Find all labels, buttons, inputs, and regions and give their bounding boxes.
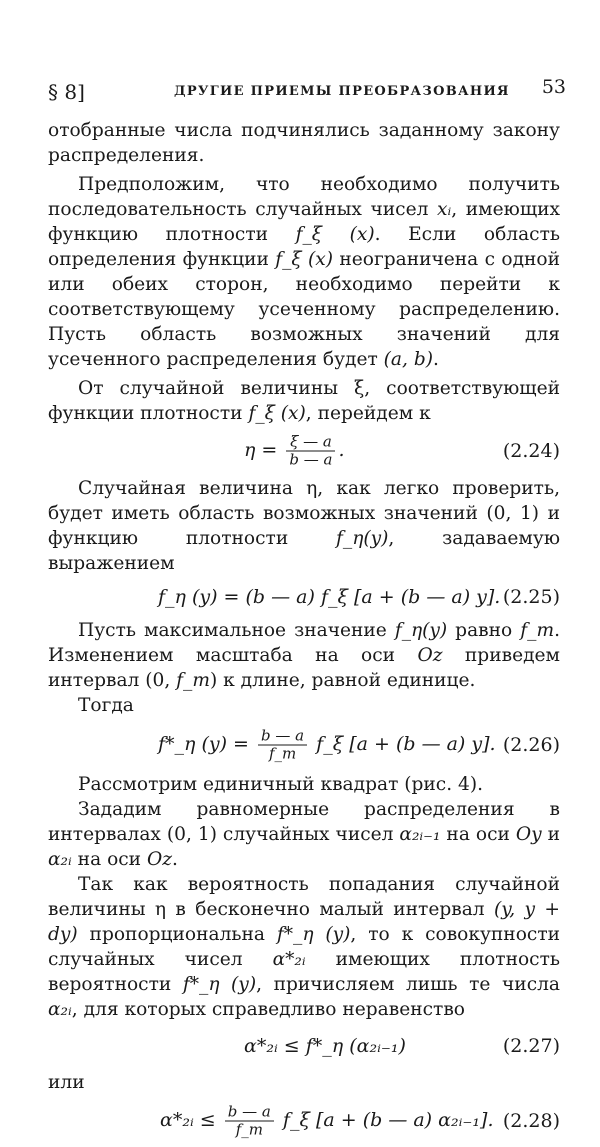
- equation-2-28: α*₂ᵢ ≤ $\frac{b — a}{f\_m}$ f_ξ [a + (b — a) α₂ᵢ₋₁]. (2.28): [160, 1102, 560, 1139]
- section-marker: § 8]: [48, 80, 85, 104]
- equation-2-25: f_η (y) = (b — a) f_ξ [a + (b — a) y]. (2.25): [158, 586, 560, 608]
- chapter-title: ДРУГИЕ ПРИЕМЫ ПРЕОБРАЗОВАНИЯ: [174, 84, 510, 99]
- paragraph-5: Пусть максимальное значение f_η(y) равно f_m. Изменением масштаба на оси Oz приведем интервал (0, f_m) к длине, равной единице.: [48, 620, 560, 691]
- paragraph-4: Случайная величина η, как легко проверить, будет иметь область возможных значений (0, 1) и функцию плотности f_η(y), задаваемую выражением: [48, 478, 561, 574]
- page-body: [48, 118, 560, 1147]
- running-header: [48, 74, 566, 108]
- paragraph-1: отобранные числа подчинялись заданному закону распределения.: [48, 120, 560, 166]
- equation-number: (2.27): [502, 1035, 560, 1057]
- paragraph-6: Тогда: [78, 695, 134, 716]
- equation-2-24: η = $\frac{\xi — a}{b — a}$ . (2.24): [244, 432, 560, 469]
- paragraph-3: От случайной величины ξ, соответствующей функции плотности f_ξ (x), перейдем к: [48, 378, 560, 424]
- equation-number: (2.24): [502, 440, 560, 462]
- paragraph-2: Предположим, что необходимо получить последовательность случайных чисел xᵢ, имеющих функцию плотности f_ξ (x). Если область определения функции f_ξ (x) неограничена с одной или обеих сторон, необходимо перейти к соответствующему усеченному распределению. Пусть область возможных значений для усеченного распределения будет (a, b).: [48, 174, 560, 370]
- equation-2-27: α*₂ᵢ ≤ f*_η (α₂ᵢ₋₁) (2.27): [244, 1035, 560, 1057]
- paragraph-10: или: [48, 1072, 85, 1093]
- equation-number: (2.26): [502, 734, 560, 756]
- page-number: 53: [541, 76, 566, 98]
- equation-number: (2.28): [502, 1110, 560, 1132]
- paragraph-8: Зададим равномерные распределения в интервалах (0, 1) случайных чисел α₂ᵢ₋₁ на оси Oy и α₂ᵢ на оси Oz.: [48, 799, 560, 870]
- equation-2-26: f*_η (y) = $\frac{b — a}{f\_m}$ f_ξ [a + (b — a) y]. (2.26): [158, 726, 560, 763]
- paragraph-7: Рассмотрим единичный квадрат (рис. 4).: [78, 774, 484, 795]
- paragraph-9: Так как вероятность попадания случайной величины η в бесконечно малый интервал (y, y + dy) пропорциональна f*_η (y), то к совокупности случайных чисел α*₂ᵢ имеющих плотность вероятности f*_η (y), причисляем лишь те числа α₂ᵢ, для которых справедливо неравенство: [48, 874, 561, 1020]
- equation-number: (2.25): [502, 586, 560, 608]
